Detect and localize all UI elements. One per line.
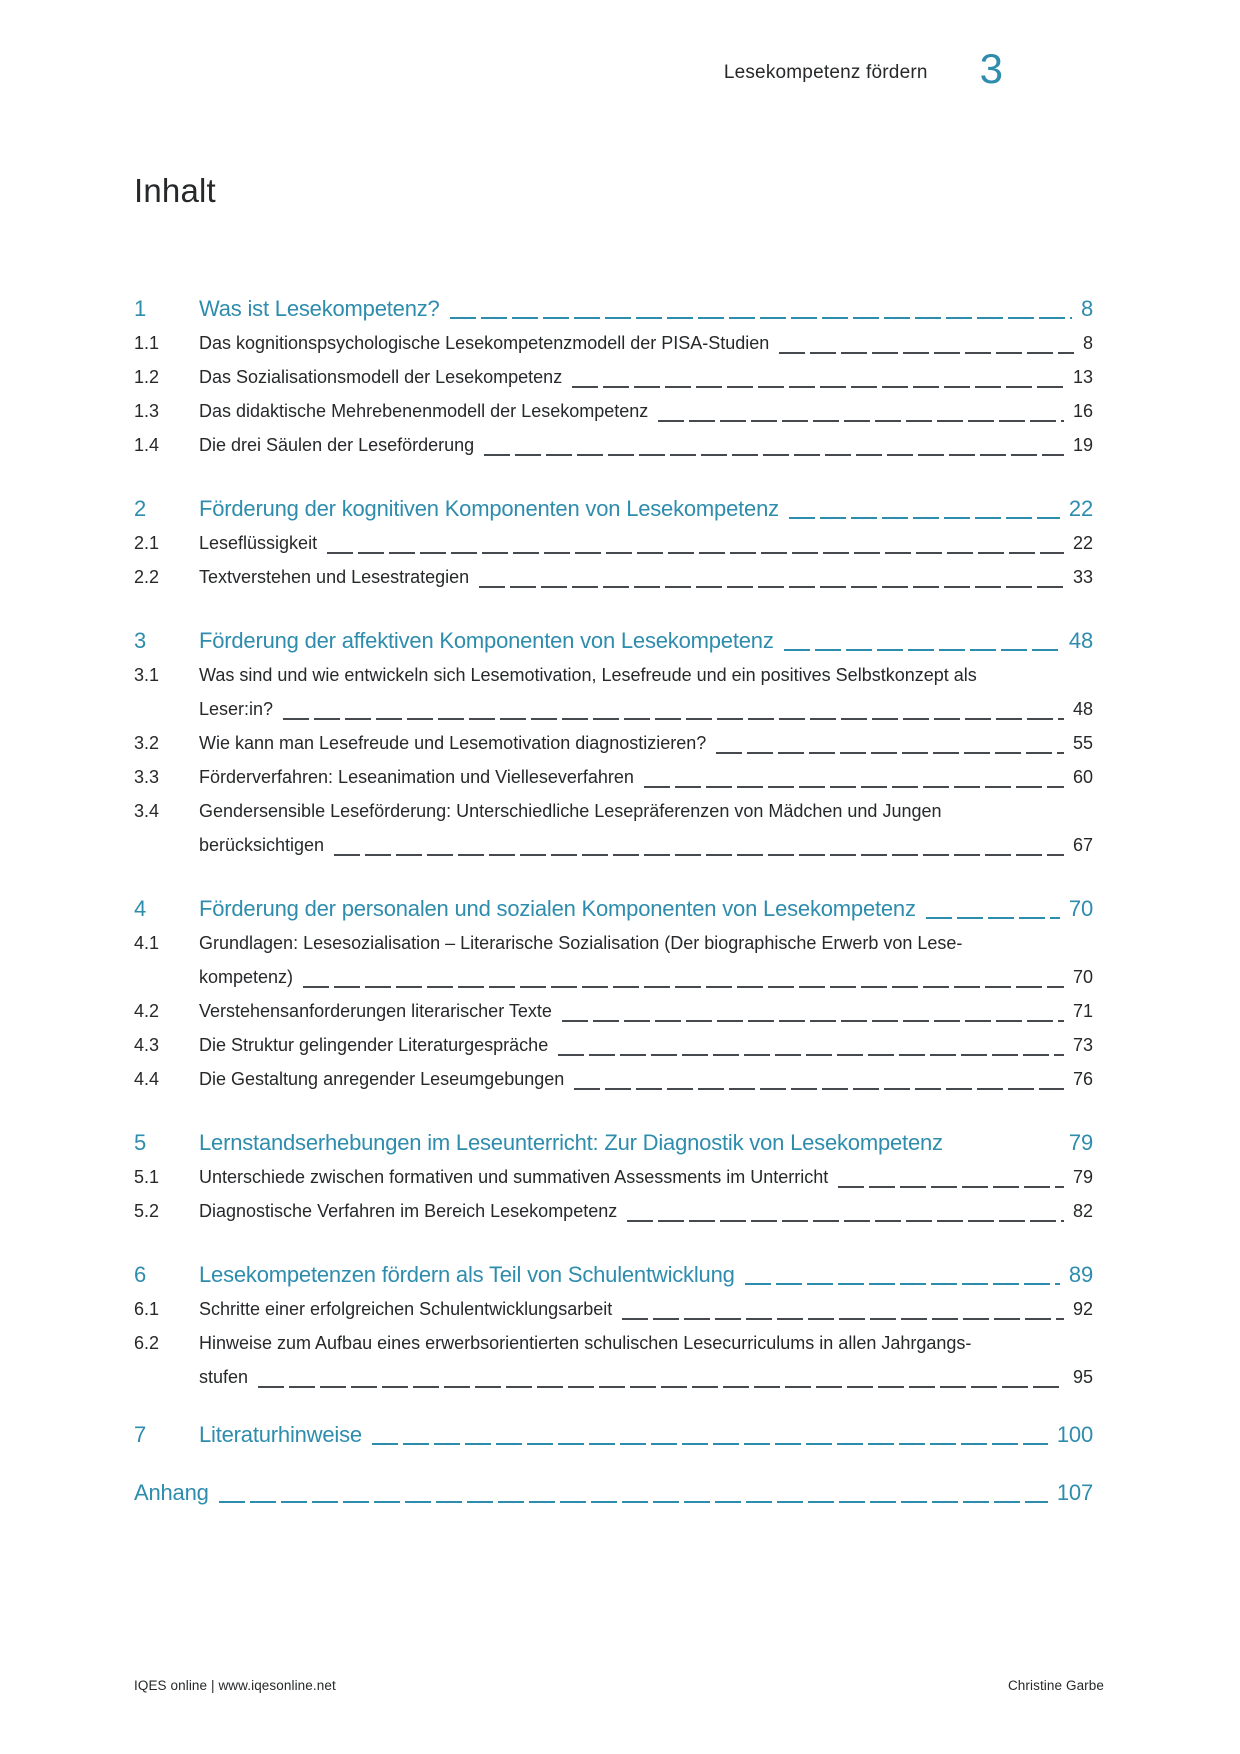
toc-entry-title: berücksichtigen: [199, 835, 325, 855]
footer-author: Christine Garbe: [1007, 1678, 1104, 1693]
toc-entry-content: [199, 994, 1093, 1028]
toc-entry-title: Wie kann man Lesefreude und Lesemotivation diagnostizieren?: [199, 733, 707, 753]
leader-line: [716, 752, 1064, 754]
toc-section: [134, 492, 1093, 594]
leader-line: [789, 517, 1060, 519]
toc-page-number: 89: [1068, 1262, 1093, 1287]
toc-page-number: 100: [1056, 1422, 1093, 1447]
toc-section-heading[interactable]: [134, 1126, 1093, 1160]
toc-section-heading-content: [199, 624, 1093, 658]
toc-section-heading-title: Lernstandserhebungen im Leseunterricht: Zur Diagnostik von Lesekompetenz: [199, 1130, 943, 1155]
toc-entry-title: Die Gestaltung anregender Leseumgebungen: [199, 1069, 565, 1089]
toc-section-heading-content: [199, 492, 1093, 526]
toc-page-number: 82: [1072, 1201, 1093, 1221]
leader-line: [450, 317, 1072, 319]
toc-entry-title: kompetenz): [199, 967, 294, 987]
toc-section-heading-number: 1: [134, 296, 147, 321]
toc-entry-number: 3.2: [134, 733, 160, 753]
leader-line: [658, 420, 1064, 422]
toc-entry-number: 4.1: [134, 933, 160, 953]
toc-entry-title: Leser:in?: [199, 699, 274, 719]
toc-section: [134, 1126, 1093, 1228]
leader-line: [627, 1220, 1064, 1222]
toc-page-number: 8: [1080, 296, 1093, 321]
toc-entry-number: 5.2: [134, 1201, 160, 1221]
toc-section-heading-number: 6: [134, 1262, 147, 1287]
toc-entry[interactable]: [134, 1292, 1093, 1326]
toc-page-number: 70: [1068, 896, 1093, 921]
toc-entry-title: Leseflüssigkeit: [199, 533, 318, 553]
toc-entry[interactable]: [134, 560, 1093, 594]
toc-entry[interactable]: [134, 326, 1093, 360]
toc-entry[interactable]: [134, 726, 1093, 760]
toc-entry-title: Die Struktur gelingender Literaturgespräche: [199, 1035, 549, 1055]
toc-section-heading-number: 4: [134, 896, 147, 921]
leader-line: [784, 649, 1060, 651]
page-header: [134, 46, 1003, 92]
leader-line: [574, 1088, 1064, 1090]
toc-entry-title: Textverstehen und Lesestrategien: [199, 567, 470, 587]
toc-entry-content: [199, 1160, 1093, 1194]
toc-entry-content: [199, 560, 1093, 594]
toc-entry[interactable]: [134, 360, 1093, 394]
toc-entry[interactable]: [134, 1326, 1093, 1394]
toc-entry-number: 3.4: [134, 801, 160, 821]
toc-entry-number: 1.4: [134, 435, 160, 455]
leader-line: [372, 1443, 1048, 1445]
toc-entry-number: 3.1: [134, 665, 160, 685]
leader-line: [926, 917, 1060, 919]
toc-section-heading-content: [199, 1258, 1093, 1292]
toc-entry[interactable]: [134, 794, 1093, 862]
toc-entry[interactable]: [134, 926, 1093, 994]
toc-entry[interactable]: [134, 1160, 1093, 1194]
table-of-contents: [134, 292, 1093, 1510]
toc-section-heading-number: 2: [134, 496, 147, 521]
toc-entry-number: 2.2: [134, 567, 160, 587]
toc-entry[interactable]: [134, 1194, 1093, 1228]
toc-page-number: 48: [1072, 699, 1093, 719]
toc-entry-title: Unterschiede zwischen formativen und summativen Assessments im Unterricht: [199, 1167, 829, 1187]
page-number: 3: [979, 45, 1003, 92]
toc-entry-title: Gendersensible Leseförderung: Unterschiedliche Lesepräferenzen von Mädchen und Jungen: [199, 801, 942, 821]
toc-page-number: 13: [1072, 367, 1093, 387]
toc-section-heading-number: 7: [134, 1422, 147, 1447]
toc-entry-title: Verstehensanforderungen literarischer Texte: [199, 1001, 552, 1021]
toc-section-heading[interactable]: [134, 624, 1093, 658]
toc-entry-content: [199, 926, 1093, 994]
footer-publisher: IQES online | www.iqesonline.net: [134, 1678, 336, 1693]
toc-entry-number: 1.3: [134, 401, 160, 421]
toc-page-number: 8: [1082, 333, 1093, 353]
toc-entry-content: [199, 326, 1093, 360]
toc-entry[interactable]: [134, 994, 1093, 1028]
toc-entry-title: Grundlagen: Lesesozialisation – Literarische Sozialisation (Der biographische Erwerb von Lese-: [199, 933, 963, 953]
toc-page-number: 48: [1068, 628, 1093, 653]
toc-entry[interactable]: [134, 428, 1093, 462]
toc-section: [134, 292, 1093, 462]
toc-entry-number: 4.2: [134, 1001, 160, 1021]
leader-line: [219, 1501, 1048, 1503]
toc-entry-title: Diagnostische Verfahren im Bereich Lesekompetenz: [199, 1201, 618, 1221]
toc-entry-number: 6.1: [134, 1299, 160, 1319]
toc-entry-number: 5.1: [134, 1167, 160, 1187]
leader-line: [953, 1151, 1060, 1153]
leader-line: [484, 454, 1064, 456]
toc-page-number: 79: [1068, 1130, 1093, 1155]
toc-entry[interactable]: [134, 394, 1093, 428]
leader-line: [562, 1020, 1064, 1022]
leader-line: [779, 352, 1074, 354]
toc-page-number: 70: [1072, 967, 1093, 987]
toc-entry-content: [199, 1326, 1093, 1394]
toc-page-number: 92: [1072, 1299, 1093, 1319]
leader-line: [558, 1054, 1064, 1056]
page-footer: [134, 1678, 1104, 1693]
toc-page-number: 22: [1068, 496, 1093, 521]
toc-entry-content: [199, 526, 1093, 560]
toc-entry-number: 3.3: [134, 767, 160, 787]
toc-section-appendix: [134, 1476, 1093, 1510]
toc-entry-content: [199, 1028, 1093, 1062]
toc-entry-title: Schritte einer erfolgreichen Schulentwicklungsarbeit: [199, 1299, 613, 1319]
toc-entry-title: Was sind und wie entwickeln sich Lesemotivation, Lesefreude und ein positives Selbstkonzept als: [199, 665, 977, 685]
toc-section: [134, 1418, 1093, 1452]
toc-section-heading-title: Lesekompetenzen fördern als Teil von Schulentwicklung: [199, 1262, 735, 1287]
toc-section-heading-content: [199, 292, 1093, 326]
toc-entry-title: Die drei Säulen der Leseförderung: [199, 435, 475, 455]
toc-section-heading[interactable]: [134, 892, 1093, 926]
toc-entry-title: Das Sozialisationsmodell der Lesekompetenz: [199, 367, 563, 387]
toc-section-heading[interactable]: [134, 492, 1093, 526]
toc-page-number: 19: [1072, 435, 1093, 455]
toc-section-heading[interactable]: [134, 1258, 1093, 1292]
toc-entry-title: stufen: [199, 1367, 249, 1387]
toc-page-number: 22: [1072, 533, 1093, 553]
toc-entry-content: [199, 1292, 1093, 1326]
leader-line: [745, 1283, 1060, 1285]
toc-entry-content: [199, 394, 1093, 428]
toc-page-number: 55: [1072, 733, 1093, 753]
toc-section-heading-title: Förderung der personalen und sozialen Komponenten von Lesekompetenz: [199, 896, 916, 921]
toc-entry-number: 2.1: [134, 533, 160, 553]
toc-entry-title: Hinweise zum Aufbau eines erwerbsorientierten schulischen Lesecurriculums in allen Jahrgangs-: [199, 1333, 972, 1353]
toc-section-heading-title: Förderung der kognitiven Komponenten von Lesekompetenz: [199, 496, 779, 521]
toc-section-heading[interactable]: [134, 292, 1093, 326]
toc-entry-number: 6.2: [134, 1333, 160, 1353]
toc-section-heading-number: 3: [134, 628, 147, 653]
toc-entry-number: 4.3: [134, 1035, 160, 1055]
toc-section: [134, 624, 1093, 862]
toc-page-number: 73: [1072, 1035, 1093, 1055]
toc-entry[interactable]: [134, 1028, 1093, 1062]
running-title: Lesekompetenz fördern: [723, 62, 928, 83]
toc-entry-title: Das kognitionspsychologische Lesekompetenzmodell der PISA-Studien: [199, 333, 770, 353]
toc-section-heading-title: Förderung der affektiven Komponenten von Lesekompetenz: [199, 628, 774, 653]
toc-page-number: 33: [1072, 567, 1093, 587]
toc-page-number: 95: [1072, 1367, 1093, 1387]
toc-page-number: 107: [1056, 1480, 1093, 1505]
toc-section-heading[interactable]: [134, 1418, 1093, 1452]
toc-entry-content: [199, 360, 1093, 394]
leader-line: [479, 586, 1064, 588]
leader-line: [327, 552, 1064, 554]
toc-entry-content: [199, 428, 1093, 462]
toc-entry[interactable]: [134, 760, 1093, 794]
toc-entry-number: 4.4: [134, 1069, 160, 1089]
toc-appendix-title: Anhang: [134, 1480, 209, 1505]
toc-entry-number: 1.1: [134, 333, 160, 353]
toc-entry-number: 1.2: [134, 367, 160, 387]
toc-entry-title: Das didaktische Mehrebenenmodell der Lesekompetenz: [199, 401, 649, 421]
toc-section: [134, 892, 1093, 1096]
toc-section-heading-content: [199, 1418, 1093, 1452]
toc-appendix-content: [134, 1476, 1093, 1510]
leader-line: [838, 1186, 1064, 1188]
toc-section-heading-title: Was ist Lesekompetenz?: [199, 296, 440, 321]
leader-line: [572, 386, 1064, 388]
leader-line: [283, 718, 1064, 720]
toc-page-number: 67: [1072, 835, 1093, 855]
toc-page-number: 79: [1072, 1167, 1093, 1187]
toc-page-number: 60: [1072, 767, 1093, 787]
toc-section: [134, 1258, 1093, 1394]
leader-line: [644, 786, 1064, 788]
toc-entry-content: [199, 726, 1093, 760]
toc-entry-content: [199, 1062, 1093, 1096]
toc-section-heading-number: 5: [134, 1130, 147, 1155]
leader-line: [622, 1318, 1064, 1320]
toc-entry[interactable]: [134, 658, 1093, 726]
toc-entry-content: [199, 760, 1093, 794]
toc-entry-title: Förderverfahren: Leseanimation und Vielleseverfahren: [199, 767, 634, 787]
toc-page-number: 16: [1072, 401, 1093, 421]
toc-section-heading-title: Literaturhinweise: [199, 1422, 362, 1447]
toc-title: Inhalt: [134, 172, 216, 209]
toc-appendix[interactable]: [134, 1476, 1093, 1510]
leader-line: [334, 854, 1064, 856]
toc-entry-content: [199, 658, 1093, 726]
toc-entry-content: [199, 794, 1093, 862]
toc-page-number: 71: [1072, 1001, 1093, 1021]
leader-line: [258, 1386, 1064, 1388]
toc-page-number: 76: [1072, 1069, 1093, 1089]
toc-entry[interactable]: [134, 1062, 1093, 1096]
toc-section-heading-content: [199, 1126, 1093, 1160]
leader-line: [303, 986, 1064, 988]
toc-section-heading-content: [199, 892, 1093, 926]
toc-entry-content: [199, 1194, 1093, 1228]
toc-entry[interactable]: [134, 526, 1093, 560]
